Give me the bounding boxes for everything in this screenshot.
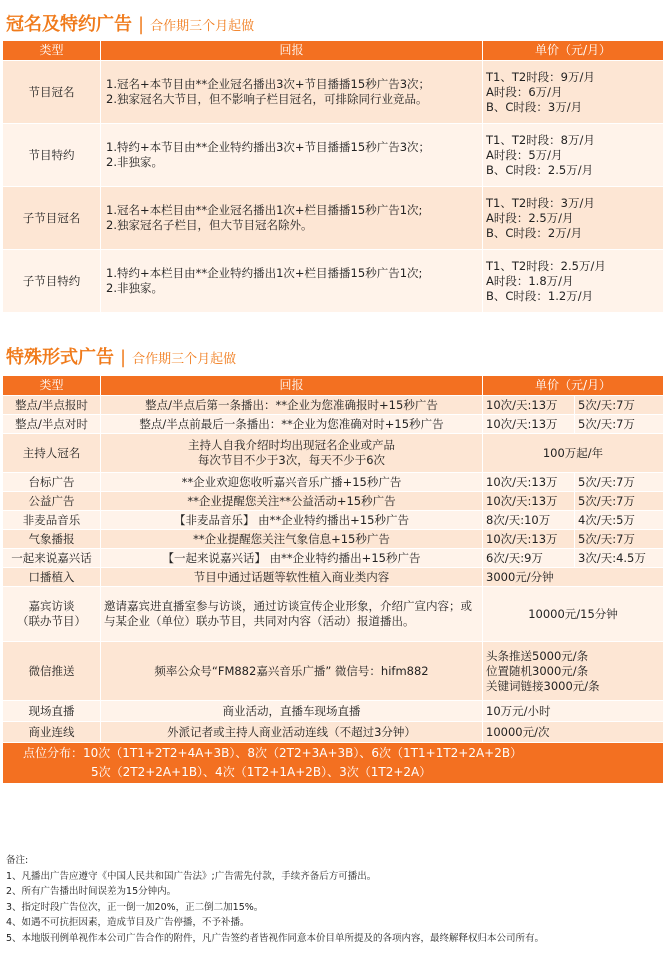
header-price: 单价（元/月） <box>483 376 664 396</box>
row-price <box>483 250 664 313</box>
desc-line: 2.非独家。 <box>106 155 163 169</box>
section1-title <box>6 10 254 36</box>
price-line: T1、T2时段：2.5万/月 <box>486 258 606 273</box>
row-category: 一起来说嘉兴话 <box>3 549 101 568</box>
row-category: 微信推送 <box>3 642 101 701</box>
row-price-10: 10次/天:13万 <box>483 530 575 549</box>
desc-line: 2.独家冠名子栏目，但大节目冠名除外。 <box>106 218 313 232</box>
row-price-5: 5次/天:7万 <box>575 396 664 415</box>
row-category: 口播植入 <box>3 568 101 587</box>
table-header-row <box>3 41 664 61</box>
price-line: B、C时段：2.5万/月 <box>486 162 594 177</box>
row-price <box>483 187 664 250</box>
row-description <box>101 124 483 187</box>
section1-main-title: 冠名及特约广告 <box>6 14 132 35</box>
row-category: 台标广告 <box>3 473 101 492</box>
table-row <box>3 187 664 250</box>
row-category: 节目冠名 <box>3 61 101 124</box>
category-line: （联办节目） <box>17 614 86 628</box>
section1-subtitle: 合作期三个月起做 <box>150 19 255 34</box>
note-item: 5、本地版刊例单视作本公司广告合作的附件，凡广告签约者皆视作同意本价目单所提及的各项内容，最终解释权归本公司所有。 <box>6 932 545 944</box>
header-type: 类型 <box>3 376 101 396</box>
table-row <box>3 722 664 743</box>
row-price-10: 10次/天:13万 <box>483 492 575 511</box>
row-price: 10000元/次 <box>483 722 664 743</box>
row-price-5: 5次/天:7万 <box>575 530 664 549</box>
row-category: 整点/半点对时 <box>3 415 101 434</box>
price-line: 位置随机3000元/条 <box>486 663 589 678</box>
desc-line: 1.特约+本栏目由**企业特约播出1次+栏目播播15秒广告1次; <box>106 266 423 280</box>
price-line: B、C时段：3万/月 <box>486 99 583 114</box>
row-price: 10000元/15分钟 <box>483 587 664 642</box>
slot-distribution <box>3 743 664 784</box>
table-header-row <box>3 376 664 396</box>
row-category: 子节目冠名 <box>3 187 101 250</box>
row-description: 节目中通过话题等软性植入商业类内容 <box>101 568 483 587</box>
price-line: B、C时段：1.2万/月 <box>486 288 594 303</box>
row-category: 气象播报 <box>3 530 101 549</box>
note-item: 1、凡播出广告应遵守《中国人民共和国广告法》;广告需先付款，手续齐备后方可播出。 <box>6 870 377 882</box>
row-description: 整点/半点后第一条播出：**企业为您准确报时+15秒广告 <box>101 396 483 415</box>
category-line: 嘉宾访谈 <box>28 599 75 613</box>
notes-title: 备注: <box>6 855 29 866</box>
row-description: 邀请嘉宾进直播室参与访谈，通过访谈宣传企业形象，介绍广宣内容；或与某企业（单位）联办节目，共同对内容（活动）报道播出。 <box>101 587 483 642</box>
desc-line: 2.非独家。 <box>106 281 163 295</box>
table-row <box>3 587 664 642</box>
row-price-5: 5次/天:7万 <box>575 473 664 492</box>
table-row <box>3 511 664 530</box>
special-ads-table <box>2 375 664 784</box>
row-description: 外派记者或主持人商业活动连线（不超过3分钟） <box>101 722 483 743</box>
table-row <box>3 61 664 124</box>
row-description <box>101 250 483 313</box>
row-category: 公益广告 <box>3 492 101 511</box>
section2-main-title: 特殊形式广告 <box>6 347 114 368</box>
table-row <box>3 642 664 701</box>
section2-subtitle: 合作期三个月起做 <box>132 352 237 367</box>
row-category: 现场直播 <box>3 701 101 722</box>
footer-row <box>3 743 664 784</box>
row-category <box>3 587 101 642</box>
note-item: 4、如遇不可抗拒因素，造成节目及广告停播，不予补播。 <box>6 917 250 928</box>
row-description <box>101 187 483 250</box>
table-row <box>3 250 664 313</box>
price-line: T1、T2时段：9万/月 <box>486 69 595 84</box>
row-description: 商业活动，直播车现场直播 <box>101 701 483 722</box>
row-category: 非麦品音乐 <box>3 511 101 530</box>
price-line: 头条推送5000元/条 <box>486 648 589 663</box>
desc-line: 2.独家冠名大节目，但不影响子栏目冠名，可排除同行业竞品。 <box>106 92 428 106</box>
header-return: 回报 <box>101 41 483 61</box>
desc-line: 1.特约+本节目由**企业特约播出3次+节目播播15秒广告3次； <box>106 140 431 154</box>
note-item: 3、指定时段广告位次，正一倒一加20%，正二倒二加15%。 <box>6 901 264 913</box>
header-type: 类型 <box>3 41 101 61</box>
table-row <box>3 568 664 587</box>
table-row <box>3 473 664 492</box>
table-row <box>3 124 664 187</box>
row-description: **企业欢迎您收听嘉兴音乐广播+15秒广告 <box>101 473 483 492</box>
table-row <box>3 549 664 568</box>
row-price-4: 4次/天:5万 <box>575 511 664 530</box>
sponsorship-table <box>2 40 664 313</box>
table-row <box>3 701 664 722</box>
row-price: 100万起/年 <box>483 434 664 473</box>
row-price <box>483 124 664 187</box>
row-category: 商业连线 <box>3 722 101 743</box>
table-row <box>3 396 664 415</box>
row-price-5: 5次/天:7万 <box>575 415 664 434</box>
desc-line: 1.冠名+本节目由**企业冠名播出3次+节目播播15秒广告3次； <box>106 77 431 91</box>
price-line: A时段：2.5万/月 <box>486 210 574 225</box>
row-price-10: 10次/天:13万 <box>483 473 575 492</box>
row-description <box>101 434 483 473</box>
row-price: 3000元/分钟 <box>483 568 664 587</box>
price-line: A时段：1.8万/月 <box>486 273 574 288</box>
price-line: B、C时段：2万/月 <box>486 225 583 240</box>
section2-separator: | <box>120 347 127 368</box>
table-row <box>3 492 664 511</box>
desc-line: 每次节目不少于3次，每天不少于6次 <box>197 453 386 467</box>
section2-title <box>6 343 236 369</box>
row-price <box>483 642 664 701</box>
row-category: 主持人冠名 <box>3 434 101 473</box>
price-line: T1、T2时段：3万/月 <box>486 195 595 210</box>
row-price: 10万元/小时 <box>483 701 664 722</box>
table-row <box>3 530 664 549</box>
price-line: 关键词链接3000元/条 <box>486 678 600 693</box>
row-price-6: 6次/天:9万 <box>483 549 575 568</box>
row-description: 频率公众号“FM882嘉兴音乐广播” 微信号：hifm882 <box>101 642 483 701</box>
row-category: 整点/半点报时 <box>3 396 101 415</box>
notes <box>6 853 544 946</box>
note-item: 2、所有广告播出时间误差为15分钟内。 <box>6 886 177 897</box>
slot-line: 5次（2T2+2A+1B）、4次（1T2+1A+2B）、3次（1T2+2A） <box>91 765 432 779</box>
row-price-10: 10次/天:13万 <box>483 415 575 434</box>
table-row <box>3 434 664 473</box>
row-price-5: 5次/天:7万 <box>575 492 664 511</box>
price-line: A时段：6万/月 <box>486 84 563 99</box>
row-price-8: 8次/天:10万 <box>483 511 575 530</box>
price-line: T1、T2时段：8万/月 <box>486 132 595 147</box>
row-category: 节目特约 <box>3 124 101 187</box>
row-description: 【非麦品音乐】 由**企业特约播出+15秒广告 <box>101 511 483 530</box>
row-price <box>483 61 664 124</box>
header-return: 回报 <box>101 376 483 396</box>
section1-separator: | <box>138 14 145 35</box>
row-description: **企业提醒您关注气象信息+15秒广告 <box>101 530 483 549</box>
row-description: 【一起来说嘉兴话】 由**企业特约播出+15秒广告 <box>101 549 483 568</box>
desc-line: 主持人自我介绍时均出现冠名企业或产品 <box>188 438 395 452</box>
row-category: 子节目特约 <box>3 250 101 313</box>
row-price-10: 10次/天:13万 <box>483 396 575 415</box>
row-price-3: 3次/天:4.5万 <box>575 549 664 568</box>
slot-line: 点位分布：10次（1T1+2T2+4A+3B）、8次（2T2+3A+3B）、6次（1T1+1T2+2A+2B） <box>23 746 523 760</box>
header-price: 单价（元/月） <box>483 41 664 61</box>
row-description: 整点/半点前最后一条播出：**企业为您准确对时+15秒广告 <box>101 415 483 434</box>
row-description: **企业提醒您关注**公益活动+15秒广告 <box>101 492 483 511</box>
row-description <box>101 61 483 124</box>
price-line: A时段：5万/月 <box>486 147 563 162</box>
table-row <box>3 415 664 434</box>
desc-line: 1.冠名+本栏目由**企业冠名播出1次+栏目播播15秒广告1次; <box>106 203 423 217</box>
